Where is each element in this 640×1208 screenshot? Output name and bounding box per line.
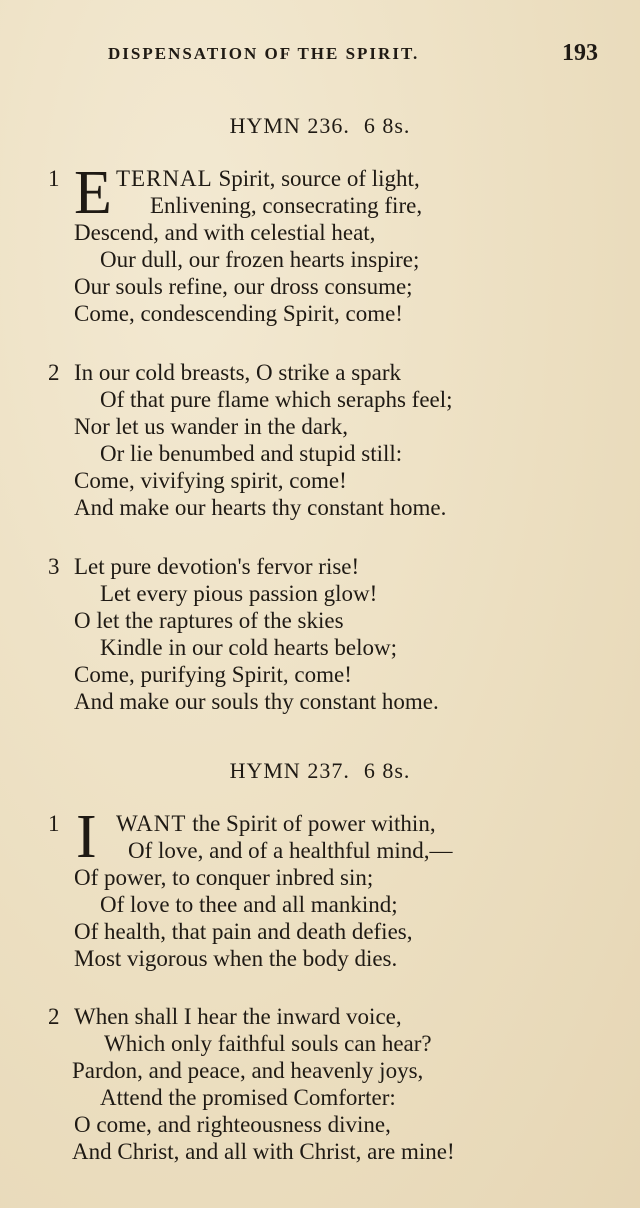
verse-number: 3 (48, 554, 60, 579)
verse-line: In our cold breasts, O strike a spark (74, 360, 402, 385)
verse-line: Come, vivifying spirit, come! (74, 468, 347, 493)
running-head: DISPENSATION OF THE SPIRIT. (108, 44, 420, 63)
verse-line: Enlivening, consecrating fire, (150, 193, 423, 218)
first-line-rest: Spirit, source of light, (212, 166, 420, 191)
hymn-title (0, 758, 640, 784)
verse-number: 2 (48, 1004, 60, 1029)
hymn-number: HYMN 236. (229, 113, 350, 138)
verse-line: Kindle in our cold hearts below; (100, 635, 398, 660)
first-line-rest: the Spirit of power within, (186, 811, 436, 836)
hymn-meter: 6 8s. (363, 758, 411, 783)
verse-line: Of love to thee and all mankind; (100, 892, 398, 917)
hymn-title (0, 113, 640, 139)
verse-line: O come, and righteousness divine, (74, 1112, 391, 1137)
drop-cap: E (74, 159, 112, 227)
verse-line (116, 810, 436, 837)
verse-line: Which only faithful souls can hear? (104, 1031, 432, 1056)
verse-line: Come, purifying Spirit, come! (74, 662, 352, 687)
verse-number: 2 (48, 360, 60, 385)
page-number: 193 (562, 40, 598, 66)
hymn-meter: 6 8s. (363, 113, 411, 138)
verse-line: And Christ, and all with Christ, are mine! (72, 1139, 455, 1164)
verse-line: Descend, and with celestial heat, (74, 220, 376, 245)
verse-line: Let every pious passion glow! (100, 581, 378, 606)
first-word-caps: WANT (116, 811, 187, 836)
verse-line: Our souls refine, our dross consume; (74, 274, 413, 299)
verse-line: Of love, and of a healthful mind,— (128, 838, 453, 863)
verse-line: When shall I hear the inward voice, (74, 1004, 402, 1029)
verse-line: Most vigorous when the body dies. (74, 946, 398, 971)
verse-line: Of that pure flame which seraphs feel; (100, 387, 453, 412)
verse-line: Of health, that pain and death defies, (74, 919, 413, 944)
verse-number: 1 (48, 811, 60, 836)
verse-line: Attend the promised Comforter: (100, 1085, 396, 1110)
verse-line: Let pure devotion's fervor rise! (74, 554, 360, 579)
verse-line: And make our hearts thy constant home. (74, 495, 447, 520)
verse-line (116, 165, 420, 192)
first-word-caps: TERNAL (116, 166, 213, 191)
verse-line: O let the raptures of the skies (74, 608, 344, 633)
verse-line: Nor let us wander in the dark, (74, 414, 349, 439)
hymn-number: HYMN 237. (229, 758, 350, 783)
drop-cap: I (76, 803, 97, 871)
verse-line: Of power, to conquer inbred sin; (74, 865, 374, 890)
verse-number: 1 (48, 166, 60, 191)
verse-line: Our dull, our frozen hearts inspire; (100, 247, 420, 272)
verse-line: Or lie benumbed and stupid still: (100, 441, 403, 466)
verse-line: Come, condescending Spirit, come! (74, 301, 403, 326)
verse-line: And make our souls thy constant home. (74, 689, 439, 714)
verse-line: Pardon, and peace, and heavenly joys, (72, 1058, 424, 1083)
